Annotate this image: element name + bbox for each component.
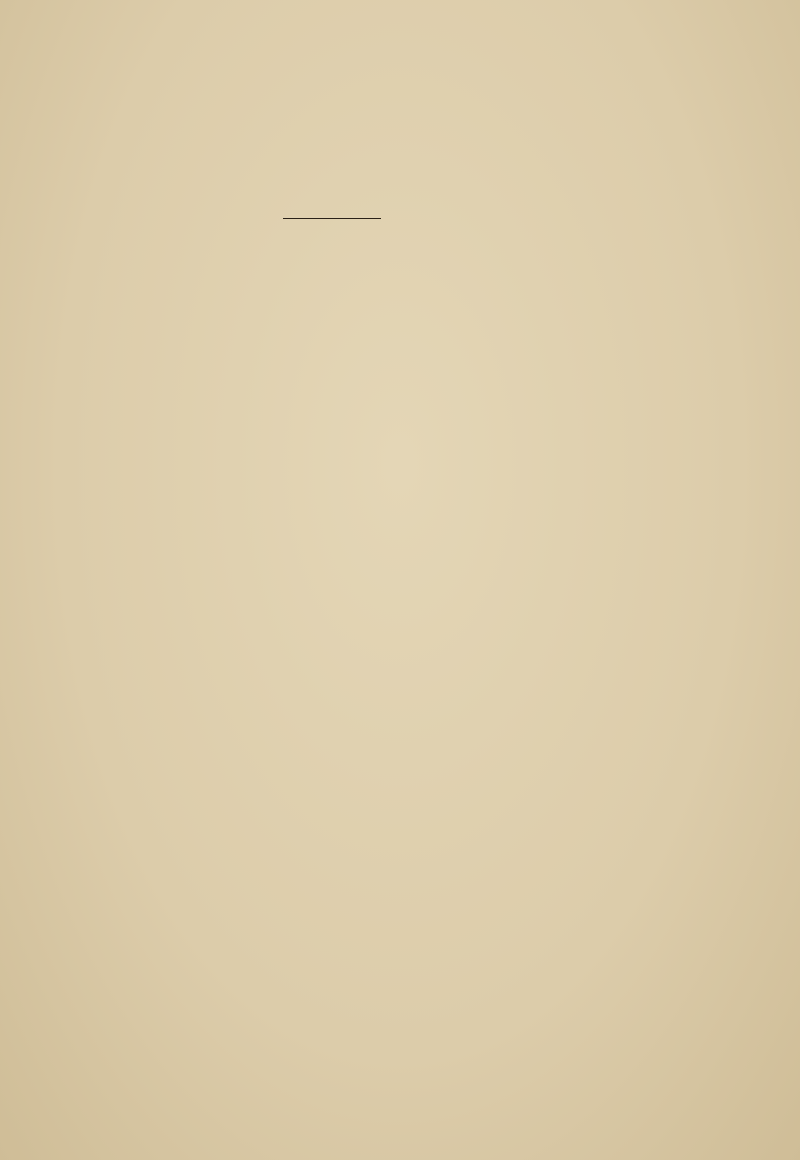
section-divider [283,218,381,219]
